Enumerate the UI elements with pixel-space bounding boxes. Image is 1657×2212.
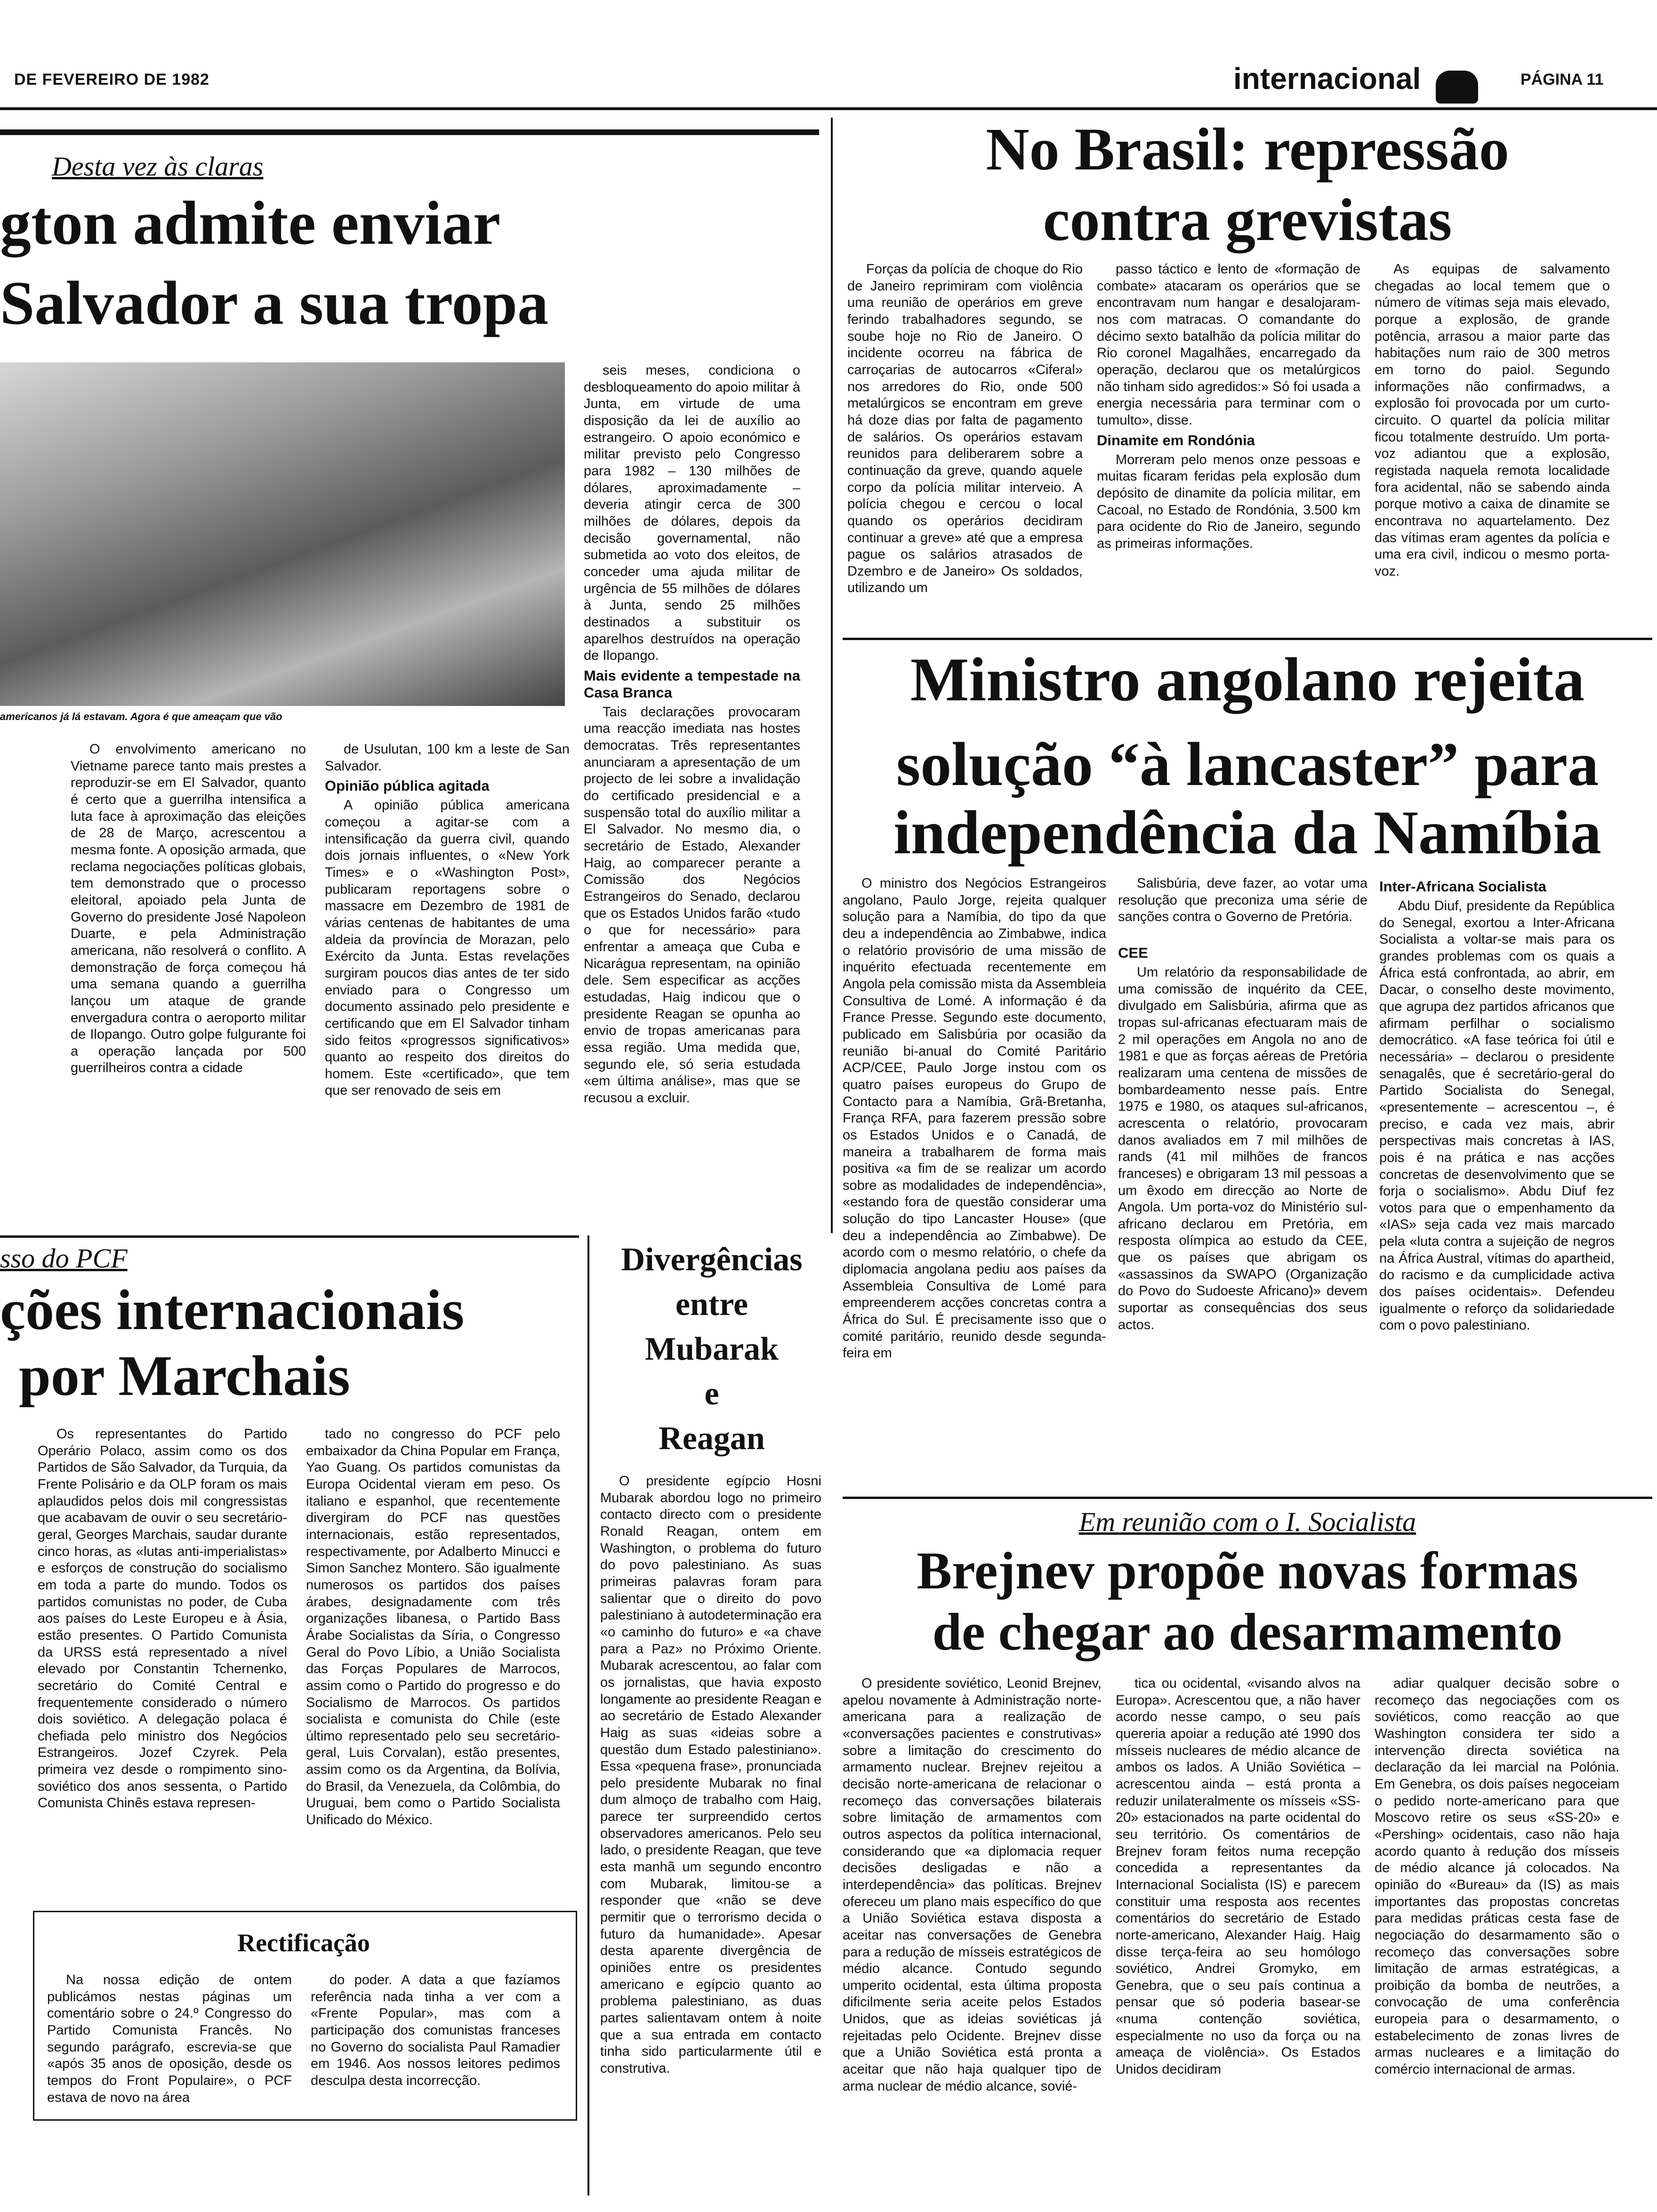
rectification-column-2: do poder. A data a que fazíamos referência nada tinha a ver com a «Frente Popular», mas com a participação dos comunistas franceses no Governo do socialista Paul Ramadier em 1946. Aos nossos leitores pedimos desculpa desta incorrecção. bbox=[311, 1972, 560, 2088]
brasil-headline-2: contra grevistas bbox=[1043, 186, 1452, 253]
mubarak-left-rule bbox=[587, 1235, 589, 2196]
angola-headline-1: Ministro angolano rejeita bbox=[910, 645, 1585, 714]
mubarak-headline-3: Mubarak bbox=[645, 1331, 779, 1367]
brejnev-column-1: O presidente soviético, Leonid Brejnev, apelou novamente à Administração norte-americana para a realização de «conversações pacientes e construtivas» sobre a limitação do crescimento do armamento nuclear. Brejnev rejeitou a decisão norte-americana de relacionar o recomeço das conversações bilaterais sobre limitação de armamentos com outros aspectos da política internacional, considerando que «a diplomacia requer decisões desligadas e não a interdependência» das políticas. Brejnev ofereceu um plano mais específico do que a União Soviética estava disposta a aceitar nas conversações de Genebra para a redução de mísseis estratégicos de médio alcance. Contudo segundo umperito ocidental, esta última proposta dificilmente seria aceite pelos Estados Unidos, que as ideias soviéticas já rejeitadas pelo Ocidente. Brejnev disse que a União Soviética está pronta a aceitar que não haja qualquer tipo de arma nuclear de médio alcance, sovié- bbox=[843, 1676, 1102, 2094]
salvador-photo-caption: americanos já lá estavam. Agora é que ameaçam que vão bbox=[0, 711, 282, 722]
page-number: PÁGINA 11 bbox=[1520, 71, 1604, 88]
brasil-column-1: Forças da polícia de choque do Rio de Janeiro reprimiram com violência uma reunião de operários em greve ferindo trabalhadores segundo, se soube hoje no Rio de Janeiro. O incidente ocorreu na fábrica de carroçarias de autocarros «Ciferal» nos arredores do Rio, onde 500 metalúrgicos se encontram em greve há doze dias por falta de pagamento de salários. Os operários estavam reunidos para deliberarem sobre a continuação da greve, quando aquele corpo da polícia militar interveio. A polícia chegou e cercou o local quando os operários decidiram continuar a greve» até que a empresa pague os salários atrasados de Dzembro e de Janeiro» Os soldados, utilizando um bbox=[847, 262, 1083, 596]
angola-subhead-is: Inter-Africana Socialista bbox=[1379, 878, 1546, 895]
header-rule bbox=[0, 107, 1657, 110]
salvador-column-1: O envolvimento americano no Vietname parece tanto mais prestes a reproduzir-se em El Salvador, quanto é certo que a guerrilha intensifica a luta face à aproximação das eleições de 28 de Março, acrescentou a mesma fonte. A oposição armada, que reclama negociações políticas globais, tem demonstrado que o processo eleitoral, apoiado pela Junta de Governo do presidente José Napoleon Duarte, e pela Administração americana, não resolverá o conflito. A demonstração de força começou há uma semana quando a guerrilha lançou um ataque de grande envergadura contra o aeroporto militar de Ilopango. Outro golpe fulgurante foi a operação lançada por 500 guerrilheiros contra a cidade bbox=[71, 742, 306, 1076]
pcf-top-rule bbox=[0, 1235, 579, 1238]
mubarak-headline-5: Reagan bbox=[659, 1420, 765, 1457]
brejnev-column-2: tica ou ocidental, «visando alvos na Europa». Acrescentou que, a não haver acordo nesse campo, o seu país quereria apoiar a redução até 1990 dos mísseis nucleares de médio alcance de ambos os lados. A União Soviética – acrescentou ainda – está pronta a reduzir unilateralmente os mísseis «SS-20» estacionados na parte ocidental do seu território. Os comentários de Brejnev foram feitos numa recepção concedida a representantes da Internacional Socialista (IS) e parecem constituir uma resposta aos recentes comentários do secretário de Estado norte-americano, Alexander Haig. Haig disse terça-feira ao seu homólogo soviético, Andrei Gromyko, em Genebra, que o seu país continua a pensar que só poderia basear-se «numa contenção soviética, especialmente no uso da força ou na ameaça de violência». Os Estados Unidos decidiram bbox=[1116, 1676, 1360, 2077]
salvador-subhead-1: Opinião pública agitada bbox=[325, 777, 490, 794]
salvador-kicker: Desta vez às claras bbox=[52, 151, 264, 182]
mubarak-body: O presidente egípcio Hosni Mubarak abordou logo no primeiro contacto directo com o presidente Ronald Reagan, ontem em Washington, o problema do futuro do povo palestiniano. As suas primeiras palavras foram para salientar que o direito do povo palestiniano à autodeterminação era «o caminho do futuro» e «a chave para a Paz» no Próximo Oriente. Mubarak acrescentou, ao falar com os jornalistas, que havia exposto longamente ao presidente Reagan e ao secretário de Estado Alexander Haig as suas «ideias sobre a questão dum Estado palestiniano». Essa «pequena frase», pronunciada pelo presidente Mubarak no final dum almoço de trabalho com Haig, parece ter surpreendido certos observadores americanos. Pelo seu lado, o presidente Reagan, que teve esta manhã um segundo encontro com Mubarak, limitou-se a responder que «não se deve permitir que o terrorismo decida o futuro da humanidade». Apesar desta aparente divergência de opiniões entre os presidentes americano e egípcio quanto ao problema palestiniano, as duas partes salientavam ontem à noite que a sua entrada em contacto tinha sido particularmente útil e construtiva. bbox=[600, 1474, 821, 2076]
angola-column-1: O ministro dos Negócios Estrangeiros angolano, Paulo Jorge, rejeita qualquer solução para a Namíbia, do tipo da que deu a independência ao Zimbabwe, indica o relatório provisório de uma missão de inquérito efectuada recentemente em Angola pela comissão mista da Assembleia Consultiva de Lomé. A informação é da France Presse. Segundo este documento, publicado em Salisbúria por ocasião da reunião bi-anual do Comité Paritário ACP/CEE, Paulo Jorge instou com os quatro países europeus do Grupo de Contacto para a Namíbia, Grã-Bretanha, França RFA, para fazerem pressão sobre os Estados Unidos e o Canadá, de maneira a trabalharem de forma mais positiva «a fim de se realizar um acordo sobre as modalidades de independência», «estando fora de questão considerar uma solução do tipo Lancaster House» (que deu a independência ao Zimbabwe). De acordo com o mesmo relatório, o chefe da diplomacia angolana pediu aos países da Assembleia Consultiva de Lomé para empreenderem acções concretas contra a África do Sul. É precisamente isso que o comité paritário, reunido desde segunda-feira em bbox=[843, 876, 1106, 1361]
brasil-column-2: passo táctico e lento de «formação de combate» atacaram os operários que se encontravam num hangar e desalojaram-nos com matracas. O comandante do décimo sexto batalhão da polícia militar do Rio coronel Magalhães, encarregado da operação, declarou que os metalúrgicos não tinham sido agredidos:» Só foi usada a energia necessária para terminar com o tumulto», disse. Dinamite em Rondónia Morreram pelo menos onze pessoas e muitas ficaram feridas pela explosão dum depósito de dinamite da polícia militar, em Cacoal, no Estado de Rondónia, 3.500 km para ocidente do Rio de Janeiro, segundo as primeiras informações. bbox=[1097, 262, 1360, 551]
issue-date: DE FEVEREIRO DE 1982 bbox=[14, 71, 209, 88]
angola-headline-3: independência da Namíbia bbox=[893, 798, 1601, 867]
salvador-column-2: de Usulutan, 100 km a leste de San Salvador. Opinião pública agitada A opinião pública americana começou a agitar-se com a intensificação da guerra civil, quando dois jornais influentes, o «New York Times» e o «Washington Post», publicaram reportagens sobre o massacre em Dezembro de 1981 de várias centenas de habitantes de uma aldeia da província de Morazan, pelo Exército da Junta. Estas revelações surgiram poucos dias antes de ter sido enviado para o Congresso um documento assinado pelo presidente e certificando que em El Salvador tinham sido feitos «progressos significativos» quanto ao respeito dos direitos do homem. Este «certificado», que tem que ser renovado de seis em bbox=[325, 742, 570, 1098]
mubarak-headline-2: entre bbox=[675, 1286, 748, 1322]
salvador-column-3: seis meses, condiciona o desbloqueamento do apoio militar à Junta, em virtude de uma disposição da lei de auxílio ao estrangeiro. O apoio económico e militar previsto pelo Congresso para 1982 – 130 milhões de dólares, aproximadamente – deveria atingir cerca de 300 milhões de dólares, depois da decisão governamental, não submetida ao voto dos eleitos, de conceder uma ajuda militar de urgência de 55 milhões de dólares à Junta, sendo 25 milhões destinados a substituir os aparelhos destruídos na operação de Ilopango. Mais evidente a tempestade na Casa Branca Tais declarações provocaram uma reacção imediata nas hostes democratas. Três representantes anunciaram a apresentação de um projecto de lei sobre a invalidação do certificado presidencial e a suspensão total do auxílio militar a El Salvador. No mesmo dia, o secretário de Estado, Alexander Haig, ao comparecer perante a Comissão dos Negócios Estrangeiros do Senado, declarou que os Estados Unidos farão «tudo o que for necessário» para enfrentar a ameaça que Cuba e Nicarágua representam, na opinião dele. Sem especificar as acções estudadas, Haig indicou que o presidente Reagan se opunha ao envio de tropas americanas para essa região. Uma medida que, segundo ele, só seria estudada «em última análise», mas que se recusou a excluir. bbox=[584, 363, 800, 1106]
mubarak-headline-4: e bbox=[704, 1376, 719, 1412]
salvador-top-rule bbox=[0, 129, 819, 135]
angola-subhead-cee: CEE bbox=[1118, 944, 1148, 961]
vertical-divider bbox=[831, 118, 833, 1233]
salvador-subhead-2: Mais evidente a tempestade na Casa Branca bbox=[584, 667, 800, 701]
brejnev-kicker: Em reunião com o I. Socialista bbox=[1078, 1507, 1416, 1537]
brejnev-top-rule bbox=[843, 1497, 1652, 1499]
brasil-headline-1: No Brasil: repressão bbox=[986, 116, 1509, 183]
angola-column-3: Inter-Africana Socialista Abdu Diuf, presidente da República do Senegal, exortou a Inter-Africana Socialista a voltar-se mais para os grandes problemas com os quais a África está confrontada, ao abrir, em Dacar, o conselho deste movimento, que agrupa dez partidos africanos que afirmam perfilhar o socialismo democrático. «A fase teórica foi útil e necessária» – declarou o presidente senagalês, que é secretário-geral do Partido Socialista do Senegal, «presentemente – acrescentou –, é preciso, e cada vez mais, abrir perspectivas mais concretas à IAS, pois é na prática e nas acções concretas de desenvolvimento que se forja o socialismo». Abdu Diuf fez votos para que o empenhamento da «IAS» seja cada vez mais marcado pela «luta contra a sujeição de negros na África Austral, vítimas do apartheid, do racismo e da cumplicidade activa dos países ocidentais». Defendeu igualmente o reforço da solidariedade com o povo palestiniano. bbox=[1379, 878, 1615, 1333]
mubarak-headline-1: Divergências bbox=[621, 1242, 803, 1278]
angola-column-2: Salisbúria, deve fazer, ao votar uma resolução que preconiza uma série de sanções contra o Governo de Pretória. CEE Um relatório da responsabilidade de uma comissão de inquérito da CEE, divulgado em Salisbúria, afirma que as tropas sul-africanas efectuaram mais de 2 mil operações em Angola no ano de 1981 e que as forças aéreas de Pretória realizaram uma centena de missões de bombardeamento nesse país. Entre 1975 e 1980, os ataques sul-africanos, acrescenta o relatório, provocaram danos avaliados em 7 mil milhões de rands (41 mil milhões de francos franceses) e obrigaram 13 mil pessoas a um êxodo em direcção ao Norte de Angola. Um porta-voz do Ministério sul-africano declarou em Pretória, em resposta olímpica ao estudo da CEE, que os países que abrigam os «assassinos da SWAPO (Organização do Povo do Sudoeste Africano)» devem suportar as consequências dos seus actos. bbox=[1118, 876, 1367, 1332]
brasil-subhead: Dinamite em Rondónia bbox=[1097, 432, 1255, 449]
pcf-column-1: Os representantes do Partido Operário Polaco, assim como os dos Partidos de São Salvador, da Turquia, da Frente Polisário e da OLP foram os mais aplaudidos pelos dois mil congressistas que acabavam de ouvir o seu secretário-geral, Georges Marchais, saudar durante cinco horas, as «lutas anti-imperialistas» e esforços de construção do socialismo em toda a parte do mundo. Todos os partidos comunistas no poder, de Cuba aos países do Leste Europeu e à Ásia, estão presentes. O Partido Comunista da URSS está representado a nível elevado por Constantin Tchernenko, secretário do Comité Central e frequentemente considerado o número dois soviético. A delegação polaca é chefiada pelo ministro dos Negócios Estrangeiros. Jozef Czyrek. Pela primeira vez desde o rompimento sino-soviético dos anos sessenta, o Partido Comunista Chinês estava represen- bbox=[38, 1427, 287, 1811]
brasil-column-3: As equipas de salvamento chegadas ao local temem que o número de vítimas seja mais elevado, porque a explosão, de grande potência, arrasou a maior parte das habitações num raio de 300 metros em torno do paiol. Segundo informações não confirmadws, a explosão foi provocada por um curto-circuito. O quartel da polícia militar ficou totalmente destruído. Um porta-voz adiantou que a explosão, registada naquela remota localidade fora acidental, não se sabendo ainda porque motivo a caixa de dinamite se encontrava no aquartelamento. Dez das vítimas eram agentes da polícia e uma era civil, indicou o mesmo porta-voz. bbox=[1375, 262, 1610, 579]
salvador-headline-2: Salvador a sua tropa bbox=[0, 268, 549, 337]
rectification-column-1: Na nossa edição de ontem publicámos nestas páginas um comentário sobre o 24.º Congresso do Partido Comunista Francês. No segundo parágrafo, escrevia-se que «após 35 anos de oposição, desde os tempos do Front Populaire», o PCF estava de novo na área bbox=[47, 1972, 292, 2105]
pcf-kicker: sso do PCF bbox=[0, 1243, 128, 1274]
brejnev-headline-2: de chegar ao desarmamento bbox=[932, 1603, 1563, 1661]
pcf-headline-2: por Marchais bbox=[19, 1344, 350, 1408]
brejnev-headline-1: Brejnev propõe novas formas bbox=[917, 1542, 1578, 1600]
rectification-title: Rectificação bbox=[237, 1929, 370, 1957]
pcf-column-2: tado no congresso do PCF pelo embaixador da China Popular em França, Yao Guang. Os partidos comunistas da Europa Ocidental vieram em peso. Os italiano e espanhol, que recentemente divergiram do PCF nas questões internacionais, estão representados, respectivamente, por Adalberto Minucci e Simon Sanchez Montero. São igualmente numerosos os partidos dos países árabes, designadamente com três organizações libanesa, o Partido Bass Árabe Socialistas da Síria, o Congresso Geral do Povo Líbio, a União Socialista das Forças Populares de Marrocos, assim como o Partido do progresso e do Socialismo de Marrocos. Os partidos socialista e comunista do Chile (este último representado pelo seu secretário-geral, Luis Corvalan), estão presentes, assim como os da Argentina, da Bolívia, do Brasil, da Venezuela, da Colômbia, do Uruguai, bem como o Partido Socialista Unificado do México. bbox=[306, 1427, 560, 1828]
brasil-bottom-rule bbox=[843, 638, 1652, 640]
salvador-photo bbox=[0, 362, 565, 706]
section-logo-icon bbox=[1436, 71, 1478, 104]
section-title: internacional bbox=[1233, 62, 1421, 96]
salvador-headline-1: gton admite enviar bbox=[0, 188, 501, 257]
brejnev-column-3: adiar qualquer decisão sobre o recomeço das negociações com os soviéticos, como reacção ao que Washington considera ter sido a intervenção directa soviética na declaração da lei marcial na Polónia. Em Genebra, os dois países negoceiam o pedido norte-americano para que Moscovo retire os seus «SS-20» e «Pershing» ocidentais, caso não haja acordo quanto à redução dos mísseis de médio alcance já colocados. Na opinião do «Bureau» da (IS) as mais importantes das propostas concretas para medidas práticas cesta fase de negociação do desarmamento são o recomeço das conversações sobre limitação de armas estratégicas, a proibição da bomba de neutrões, a convocação de uma conferência europeia para o desarmamento, o estabelecimento de zonas livres de armas nucleares e a limitação do comércio internacional de armas. bbox=[1375, 1676, 1619, 2077]
pcf-headline-1: ções internacionais bbox=[0, 1278, 465, 1342]
angola-headline-2: solução “à lancaster” para bbox=[896, 729, 1599, 799]
